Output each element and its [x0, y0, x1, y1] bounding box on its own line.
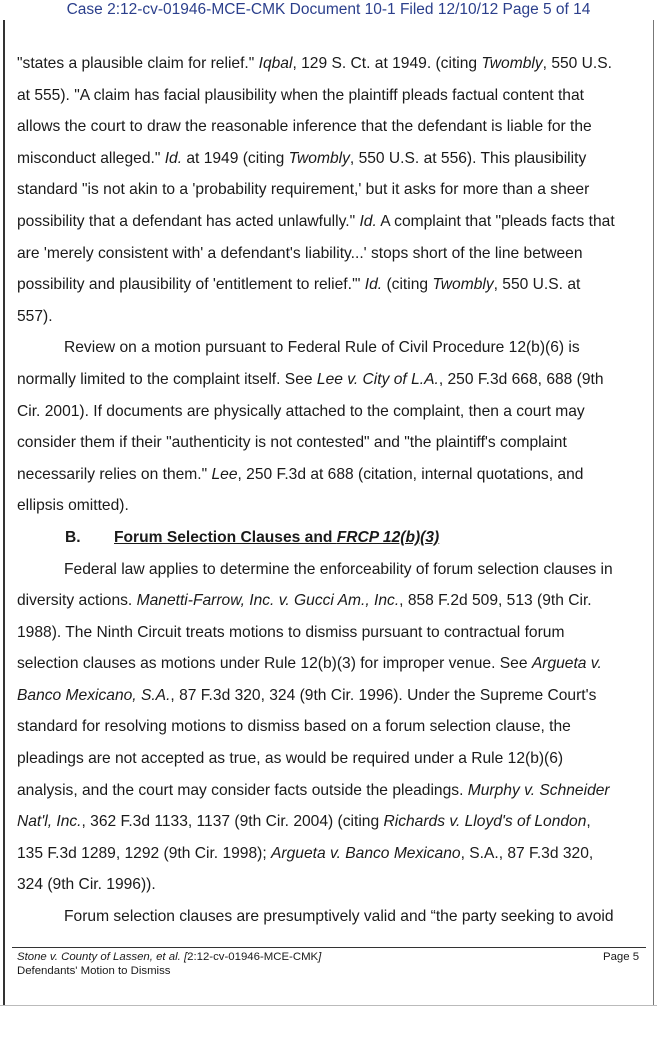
- document-body: [17, 48, 650, 933]
- page-bottom-edge: [0, 1005, 657, 1006]
- footer-case-caption: Stone v. County of Lassen, et al. [2:12-cv-01946-MCE-CMK]: [17, 951, 322, 963]
- text-line: 557).: [17, 307, 53, 325]
- text-line: ellipsis omitted).: [17, 497, 129, 515]
- text-line: Federal law applies to determine the enforceability of forum selection clauses in: [64, 560, 613, 578]
- left-margin-rule: [3, 20, 5, 1005]
- text-line: 1988). The Ninth Circuit treats motions to dismiss pursuant to contractual forum: [17, 623, 565, 641]
- text-line: "states a plausible claim for relief." Iqbal, 129 S. Ct. at 1949. (citing Twombly, 550 U.S.: [17, 55, 612, 72]
- text-line: pleadings are not accepted as true, as would be required under a Rule 12(b)(6): [17, 750, 564, 768]
- text-line: consider them if their "authenticity is not contested" and "the plaintiff's complaint: [17, 434, 567, 452]
- text-line: Forum selection clauses are presumptively valid and “the party seeking to avoid: [64, 908, 614, 926]
- right-margin-rule: [653, 20, 654, 1005]
- text-line: analysis, and the court may consider facts outside the pleadings. Murphy v. Schneider: [17, 781, 610, 799]
- footer-page-number: Page 5: [603, 951, 640, 963]
- text-line: standard "is not akin to a 'probability requirement,' but it asks for more than a sheer: [17, 181, 590, 199]
- text-line: possibility and plausibility of 'entitlement to relief.'" Id. (citing Twombly, 550 U.S. at: [17, 276, 581, 294]
- case-header: Case 2:12-cv-01946-MCE-CMK Document 10-1 Filed 12/10/12 Page 5 of 14: [66, 1, 591, 18]
- section-title: Forum Selection Clauses and FRCP 12(b)(3): [114, 528, 440, 546]
- section-label: B.: [65, 528, 81, 546]
- text-line: selection clauses as motions under Rule 12(b)(3) for improper venue. See Argueta v.: [17, 655, 602, 673]
- footer-caption: [17, 950, 321, 978]
- text-line: are 'merely consistent with' a defendant's liability...' stops short of the line between: [17, 244, 583, 262]
- section-heading: [17, 522, 650, 554]
- text-line: at 555). "A claim has facial plausibility when the plaintiff pleads factual content that: [17, 86, 584, 104]
- text-line: diversity actions. Manetti-Farrow, Inc. v. Gucci Am., Inc., 858 F.2d 509, 513 (9th Cir.: [17, 592, 592, 610]
- text-line: normally limited to the complaint itself. See Lee v. City of L.A., 250 F.3d 668, 688 (9th: [17, 370, 604, 388]
- text-line: 135 F.3d 1289, 1292 (9th Cir. 1998); Argueta v. Banco Mexicano, S.A., 87 F.3d 320,: [17, 844, 594, 862]
- text-line: Nat'l, Inc., 362 F.3d 1133, 1137 (9th Cir. 2004) (citing Richards v. Lloyd's of London,: [17, 813, 591, 831]
- text-line: necessarily relies on them." Lee, 250 F.3d at 688 (citation, internal quotations, and: [17, 465, 584, 483]
- text-line: misconduct alleged." Id. at 1949 (citing Twombly, 550 U.S. at 556). This plausibility: [17, 149, 587, 167]
- footer-rule: [12, 947, 646, 948]
- text-line: Banco Mexicano, S.A., 87 F.3d 320, 324 (9th Cir. 1996). Under the Supreme Court's: [17, 686, 597, 704]
- footer-subtitle: Defendants' Motion to Dismiss: [17, 965, 171, 977]
- text-line: allows the court to draw the reasonable inference that the defendant is liable for the: [17, 118, 592, 136]
- text-line: possibility that a defendant has acted unlawfully." Id. A complaint that "pleads facts that: [17, 212, 615, 230]
- text-line: standard for resolving motions to dismiss based on a forum selection clause, the: [17, 718, 571, 736]
- text-line: Review on a motion pursuant to Federal Rule of Civil Procedure 12(b)(6) is: [64, 339, 580, 357]
- text-line: 324 (9th Cir. 1996)).: [17, 876, 156, 894]
- text-line: Cir. 2001). If documents are physically attached to the complaint, then a court may: [17, 402, 585, 420]
